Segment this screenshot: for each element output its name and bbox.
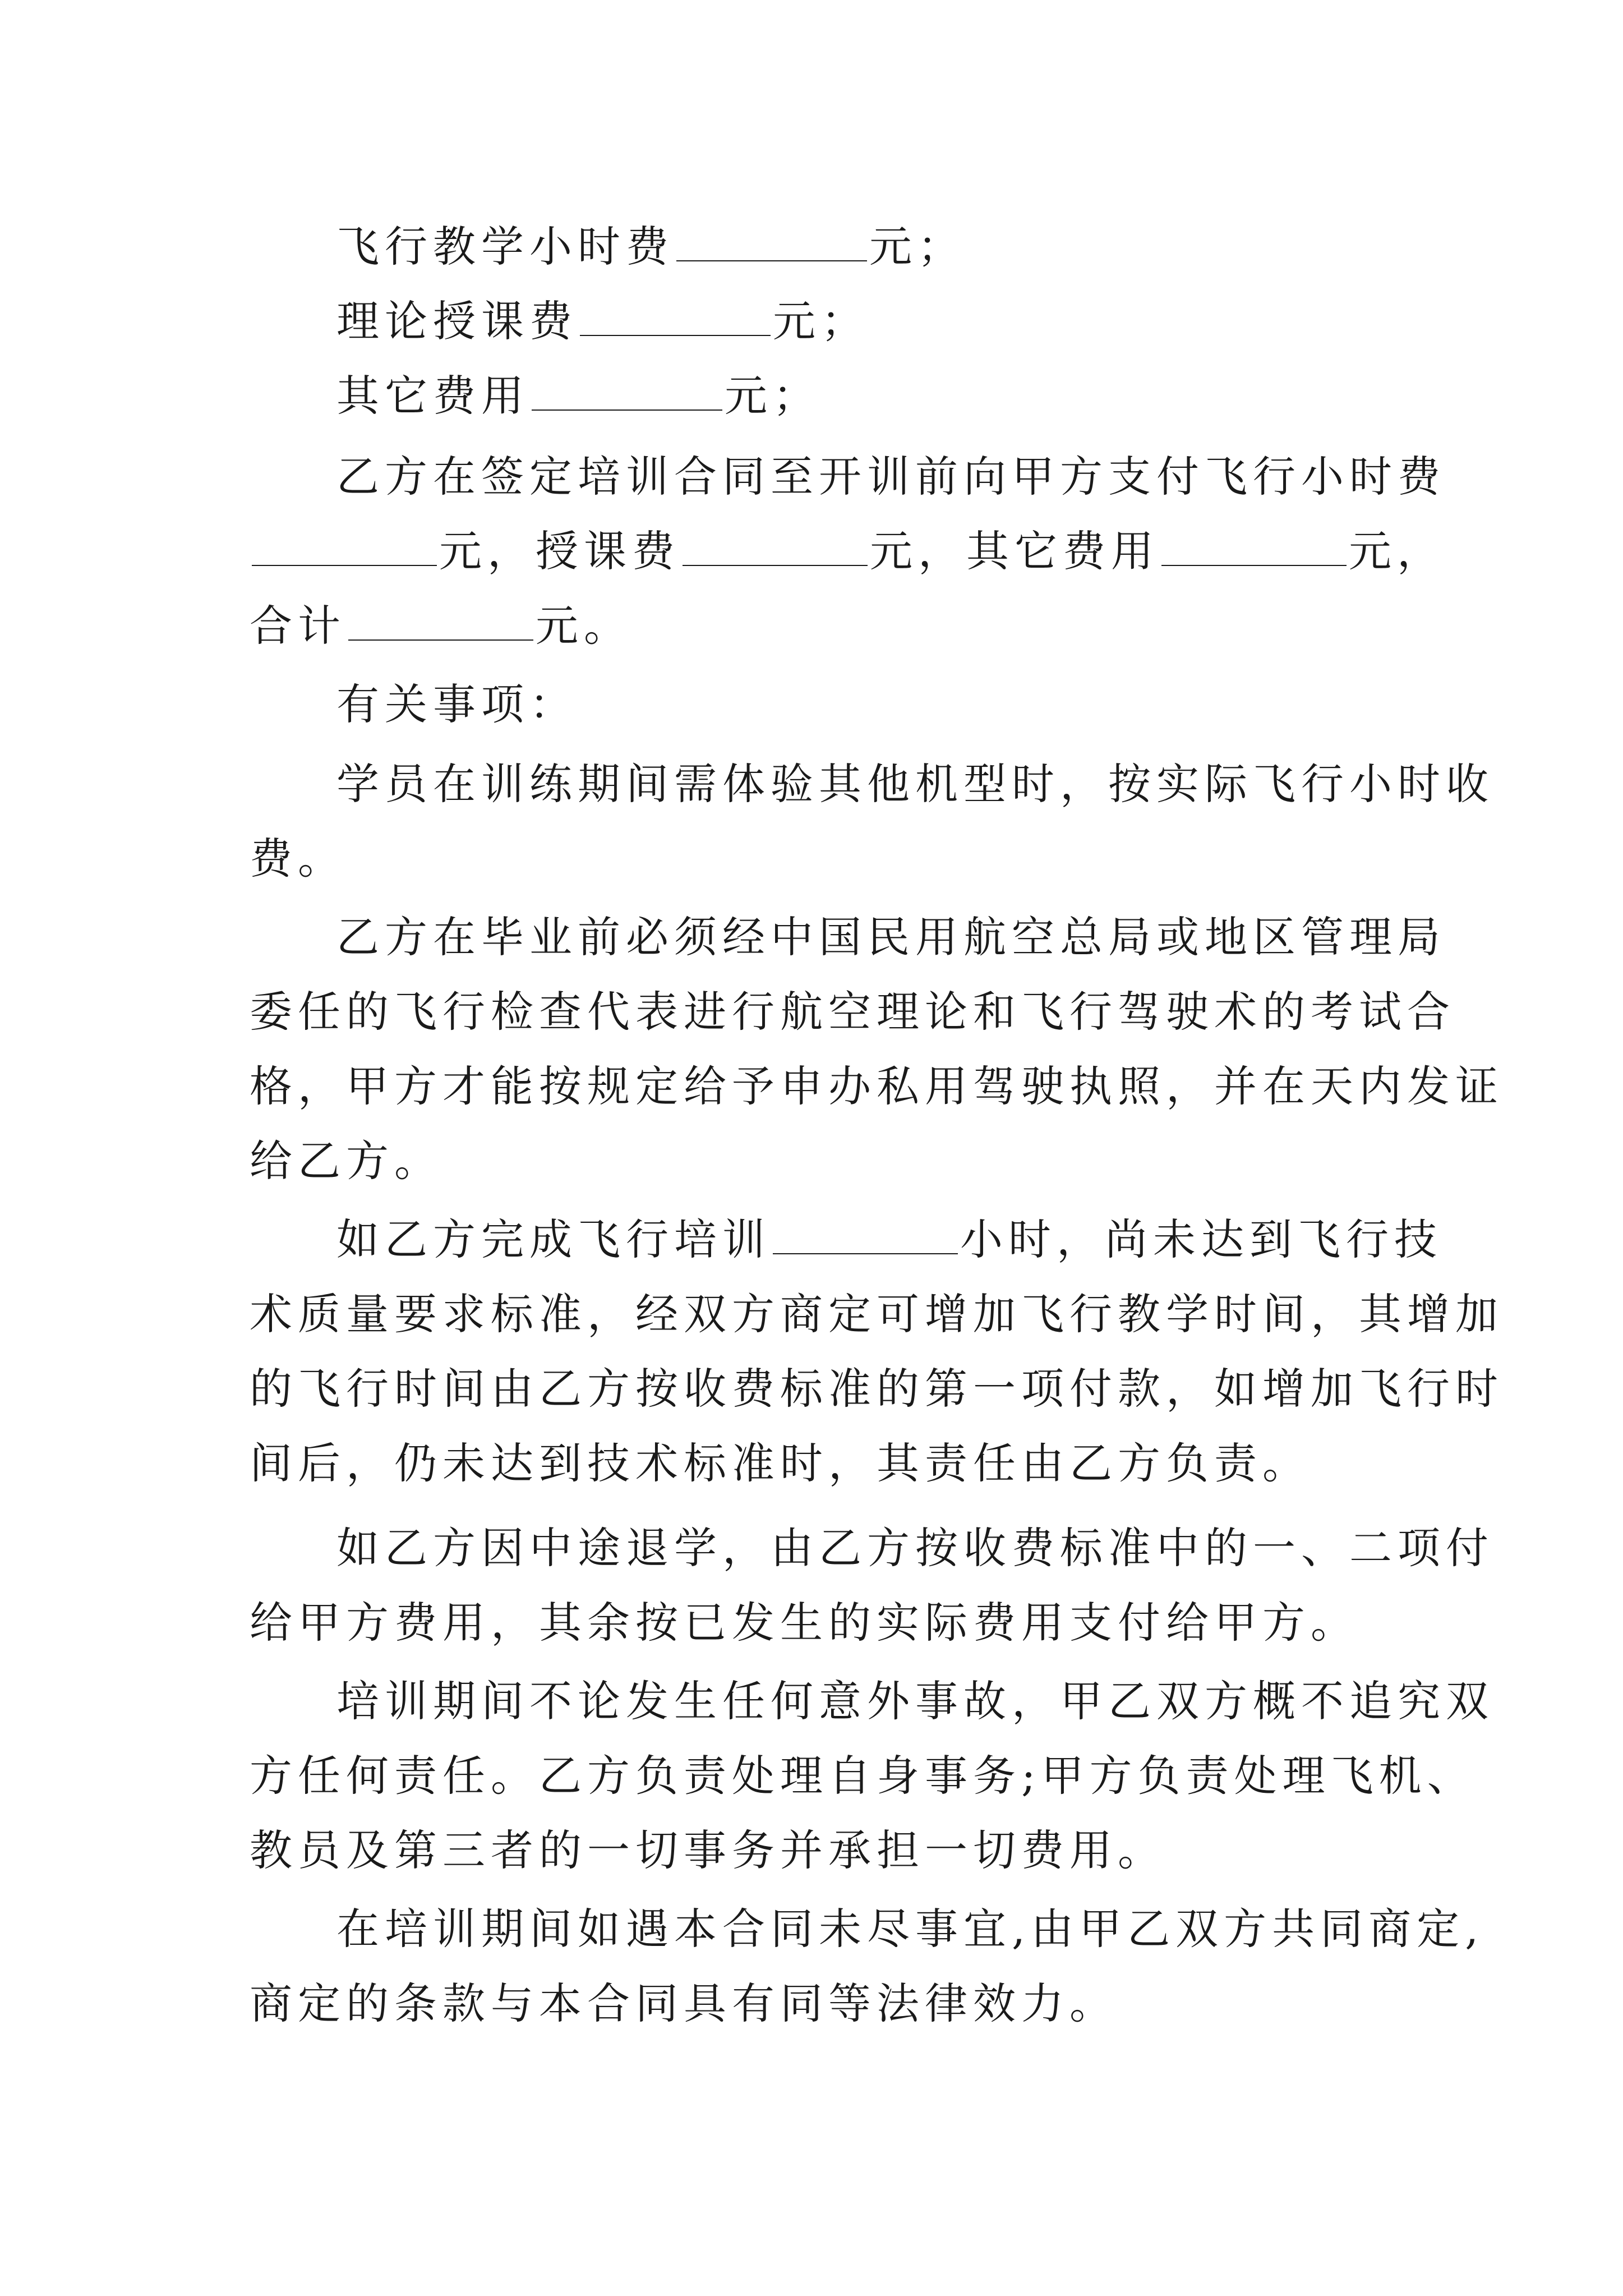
fee-line-theory [336,288,869,355]
payment-total-line [250,592,632,660]
paragraph-5-line-2: 方任何责任。乙方负责处理自身事务;甲方负责处理飞机、 [250,1751,1476,1801]
payment-text: 乙方在签定培训合同至开训前向甲方支付飞行小时费 [336,452,1446,501]
fee-label: 理论授课费 [336,296,578,346]
fill-blank [773,1216,958,1254]
paragraph-4-line-1: 如乙方因中途退学，由乙方按收费标准中的一、二项付 [336,1523,1494,1573]
fee-line-other [336,362,821,430]
paragraph-4-line-2: 给甲方费用，其余按已发生的实际费用支付给甲方。 [250,1598,1359,1648]
paragraph-2-line-1: 乙方在毕业前必须经中国民用航空总局或地区管理局 [336,912,1446,962]
fill-blank [1161,528,1347,566]
payment-seg-b: 元，其它费用 [870,526,1159,576]
fill-blank [532,372,722,411]
total-label: 合计 [250,601,346,651]
paragraph-1-line-2: 费。 [250,834,346,884]
paragraph-2-line-4: 给乙方。 [250,1136,442,1186]
total-suffix: 元。 [536,601,632,651]
payment-seg-c: 元， [1349,526,1445,576]
fee-suffix: 元； [725,371,821,421]
payment-line-2 [250,518,1445,585]
fill-blank [676,223,867,261]
payment-line-1 [336,443,1446,510]
paragraph-2-line-2: 委任的飞行检查代表进行航空理论和飞行驾驶术的考试合 [250,987,1455,1037]
fill-blank [252,528,437,566]
related-heading: 有关事项： [336,679,578,729]
fee-label: 飞行教学小时费 [336,222,674,272]
fee-label: 其它费用 [336,371,529,421]
paragraph-6-line-2: 商定的条款与本合同具有同等法律效力。 [250,1978,1118,2028]
p3-text-b: 小时，尚未达到飞行技 [960,1214,1442,1264]
fill-blank [683,528,868,566]
fee-suffix: 元； [773,296,869,346]
p3-text-a: 如乙方完成飞行培训 [336,1214,771,1264]
paragraph-3-line-3: 的飞行时间由乙方按收费标准的第一项付款，如增加飞行时 [250,1364,1504,1414]
fill-blank [348,602,533,641]
fee-line-flight-hour [336,213,966,280]
fill-blank [580,298,771,336]
paragraph-5-line-1: 培训期间不论发生任何意外事故，甲乙双方概不追究双 [336,1676,1494,1726]
paragraph-5-line-3: 教员及第三者的一切事务并承担一切费用。 [250,1825,1166,1875]
paragraph-3-line-4: 间后，仍未达到技术标准时，其责任由乙方负责。 [250,1438,1311,1488]
fee-suffix: 元； [869,222,966,272]
paragraph-1-line-1: 学员在训练期间需体验其他机型时，按实际飞行小时收 [336,759,1494,809]
paragraph-2-line-3: 格，甲方才能按规定给予申办私用驾驶执照，并在天内发证 [250,1061,1504,1111]
payment-seg-a: 元，授课费 [439,526,680,576]
paragraph-6-line-1: 在培训期间如遇本合同未尽事宜,由甲乙双方共同商定, [336,1904,1484,1954]
paragraph-3-line-1 [336,1206,1442,1273]
paragraph-3-line-2: 术质量要求标准，经双方商定可增加飞行教学时间，其增加 [250,1289,1504,1339]
